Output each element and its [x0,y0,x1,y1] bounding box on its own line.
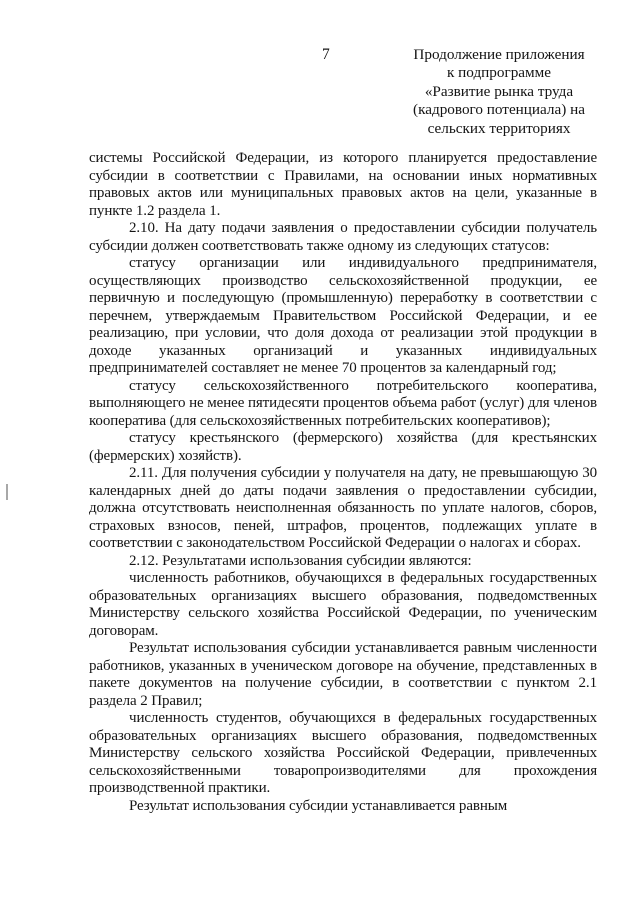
document-body [89,150,597,815]
paragraph: 2.12. Результатами использования субсидии являются: [129,552,472,569]
paragraph: статусу организации или индивидуального предпринимателя, осуществляющих производство сельскохозяйственной продукции, ее первичную и последующую (промышленную) переработку в соответствии с перечнем, утверждаемым Правительством Российской Федерации, и ее реализацию, при условии, что доля дохода от реализации этой продукции в доходе указанных организаций и указанных индивидуальных предпринимателей составляет не менее 70 процентов за календарный год; [89,255,597,376]
paragraph: статусу сельскохозяйственного потребительского кооператива, выполняющего не менее пятидесяти процентов объема работ (услуг) для членов кооператива (для сельскохозяйственных потребительских кооперативов); [89,377,597,429]
paragraph: численность студентов, обучающихся в федеральных государственных образовательных организациях высшего образования, подведомственных Министерству сельского хозяйства Российской Федерации, привлеченных сельскохозяйственными товаропроизводителями для прохождения производственной практики. [89,710,597,796]
paragraph: численность работников, обучающихся в федеральных государственных образовательных организациях высшего образования, подведомственных Министерству сельского хозяйства Российской Федерации, по ученическим договорам. [89,570,597,639]
paragraph: Результат использования субсидии устанавливается равным [129,797,508,814]
scan-margin-mark [6,484,8,500]
paragraph: системы Российской Федерации, из которого планируется предоставление субсидии в соответствии с Правилами, на основании иных нормативных правовых актов или муниципальных правовых актов на цели, указанные в пункте 1.2 раздела 1. [89,150,597,219]
paragraph: 2.11. Для получения субсидии у получателя на дату, не превышающую 30 календарных дней до даты подачи заявления о предоставлении субсидии, должна отсутствовать неисполненная обязанность по уплате налогов, сборов, страховых взносов, пеней, штрафов, процентов, подлежащих уплате в соответствии с законодательством Российской Федерации о налогах и сборах. [89,465,597,551]
header-line: к подпрограмме [446,64,552,82]
page-number: 7 [322,46,330,63]
header-line: сельских территориях [427,119,571,137]
header-line: Продолжение приложения [413,46,585,63]
paragraph: статусу крестьянского (фермерского) хозяйства (для крестьянских (фермерских) хозяйств). [89,430,597,464]
header-line: (кадрового потенциала) на [413,101,585,119]
appendix-header [400,46,598,138]
paragraph: Результат использования субсидии устанавливается равным численности работников, указанных в ученическом договоре на обучение, представленных в пакете документов на получение субсидии, в соответствии с пунктом 2.1 раздела 2 Правил; [89,640,597,709]
header-line: «Развитие рынка труда [424,82,574,100]
paragraph: 2.10. На дату подачи заявления о предоставлении субсидии получатель субсидии должен соответствовать также одному из следующих статусов: [89,220,597,254]
